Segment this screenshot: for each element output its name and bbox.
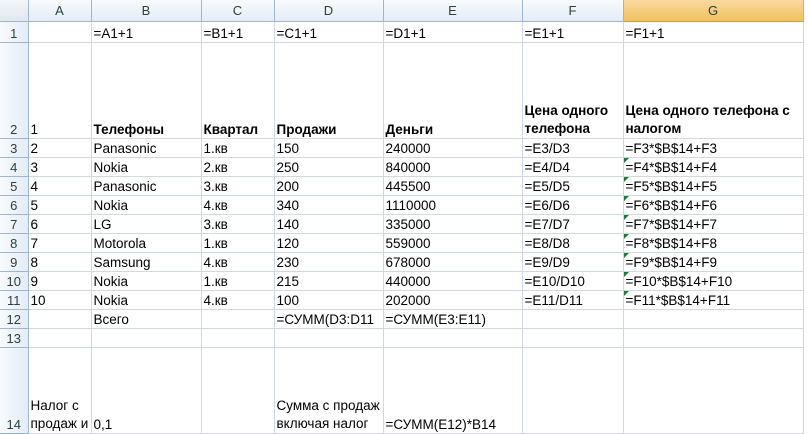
cell-e2[interactable]: Деньги: [383, 42, 522, 138]
cell-c3[interactable]: 1.кв: [201, 138, 274, 157]
cell-a14[interactable]: Налог с продаж и: [28, 347, 91, 433]
table-row: [0, 233, 803, 252]
cell-e11[interactable]: 202000: [383, 290, 522, 309]
cell-d14[interactable]: Сумма с продаж включая налог: [274, 347, 383, 433]
table-row: [0, 347, 803, 433]
cell-f2[interactable]: Цена одного телефона: [522, 42, 623, 138]
table-row: [0, 309, 803, 328]
cell-g11[interactable]: =F11*$B$14+F11: [623, 290, 803, 309]
cell-b10[interactable]: Nokia: [91, 271, 201, 290]
table-row: [0, 21, 803, 42]
cell-d9[interactable]: 230: [274, 252, 383, 271]
cell-d12[interactable]: =СУММ(D3:D11: [274, 309, 383, 328]
table-row: [0, 42, 803, 138]
cell-f10[interactable]: =E10/D10: [522, 271, 623, 290]
cell-g5[interactable]: =F5*$B$14+F5: [623, 176, 803, 195]
cell-b2[interactable]: Телефоны: [91, 42, 201, 138]
table-row: [0, 214, 803, 233]
cell-b9[interactable]: Samsung: [91, 252, 201, 271]
cell-f9[interactable]: =E9/D9: [522, 252, 623, 271]
cell-e10[interactable]: 440000: [383, 271, 522, 290]
cell-e9[interactable]: 678000: [383, 252, 522, 271]
column-header-b[interactable]: B: [91, 0, 201, 21]
cell-e8[interactable]: 559000: [383, 233, 522, 252]
table-row: [0, 157, 803, 176]
cell-g3[interactable]: =F3*$B$14+F3: [623, 138, 803, 157]
row-header-5[interactable]: 5: [0, 176, 28, 195]
cell-e3[interactable]: 240000: [383, 138, 522, 157]
cell-b12[interactable]: Всего: [91, 309, 201, 328]
column-header-g[interactable]: G: [623, 0, 803, 21]
column-header-a[interactable]: A: [28, 0, 91, 21]
cell-f13[interactable]: [522, 328, 623, 347]
row-header-13[interactable]: 13: [0, 328, 28, 347]
column-header-f[interactable]: F: [522, 0, 623, 21]
cell-f12[interactable]: [522, 309, 623, 328]
row-header-7[interactable]: 7: [0, 214, 28, 233]
row-header-12[interactable]: 12: [0, 309, 28, 328]
table-row: [0, 176, 803, 195]
row-header-9[interactable]: 9: [0, 252, 28, 271]
cell-d11[interactable]: 100: [274, 290, 383, 309]
cell-b8[interactable]: Motorola: [91, 233, 201, 252]
cell-a4[interactable]: 3: [28, 157, 91, 176]
cell-c8[interactable]: 1.кв: [201, 233, 274, 252]
cell-g9[interactable]: =F9*$B$14+F9: [623, 252, 803, 271]
cell-c5[interactable]: 3.кв: [201, 176, 274, 195]
cell-b14[interactable]: 0,1: [91, 347, 201, 433]
cell-c4[interactable]: 2.кв: [201, 157, 274, 176]
cell-b11[interactable]: Nokia: [91, 290, 201, 309]
cell-f3[interactable]: =E3/D3: [522, 138, 623, 157]
cell-d8[interactable]: 120: [274, 233, 383, 252]
cell-a12[interactable]: [28, 309, 91, 328]
cell-b13[interactable]: [91, 328, 201, 347]
cell-f8[interactable]: =E8/D8: [522, 233, 623, 252]
cell-d13[interactable]: [274, 328, 383, 347]
row-header-14[interactable]: 14: [0, 347, 28, 433]
cell-d5[interactable]: 200: [274, 176, 383, 195]
cell-c9[interactable]: 4.кв: [201, 252, 274, 271]
cell-a9[interactable]: 8: [28, 252, 91, 271]
cell-f6[interactable]: =E6/D6: [522, 195, 623, 214]
cell-f5[interactable]: =E5/D5: [522, 176, 623, 195]
table-row: [0, 195, 803, 214]
cell-e5[interactable]: 445500: [383, 176, 522, 195]
cell-a11[interactable]: 10: [28, 290, 91, 309]
cell-e1[interactable]: =D1+1: [383, 21, 522, 42]
cell-b7[interactable]: LG: [91, 214, 201, 233]
cell-g8[interactable]: =F8*$B$14+F8: [623, 233, 803, 252]
cell-c10[interactable]: 1.кв: [201, 271, 274, 290]
cell-f1[interactable]: =E1+1: [522, 21, 623, 42]
cell-d7[interactable]: 140: [274, 214, 383, 233]
cell-c11[interactable]: 4.кв: [201, 290, 274, 309]
cell-b5[interactable]: Panasonic: [91, 176, 201, 195]
table-row: [0, 290, 803, 309]
row-header-8[interactable]: 8: [0, 233, 28, 252]
cell-a6[interactable]: 5: [28, 195, 91, 214]
cell-f4[interactable]: =E4/D4: [522, 157, 623, 176]
cell-e4[interactable]: 840000: [383, 157, 522, 176]
cell-c12[interactable]: [201, 309, 274, 328]
cell-d3[interactable]: 150: [274, 138, 383, 157]
column-header-e[interactable]: E: [383, 0, 522, 21]
cell-b6[interactable]: Nokia: [91, 195, 201, 214]
column-header-d[interactable]: D: [274, 0, 383, 21]
cell-b4[interactable]: Nokia: [91, 157, 201, 176]
cell-g2[interactable]: Цена одного телефона с налогом: [623, 42, 803, 138]
cell-d4[interactable]: 250: [274, 157, 383, 176]
cell-a8[interactable]: 7: [28, 233, 91, 252]
row-header-4[interactable]: 4: [0, 157, 28, 176]
cell-b3[interactable]: Panasonic: [91, 138, 201, 157]
cell-a2[interactable]: 1: [28, 42, 91, 138]
cell-e14[interactable]: =СУММ(E12)*B14: [383, 347, 522, 433]
cell-g7[interactable]: =F7*$B$14+F7: [623, 214, 803, 233]
cell-f11[interactable]: =E11/D11: [522, 290, 623, 309]
cell-b1[interactable]: =A1+1: [91, 21, 201, 42]
row-header-2[interactable]: 2: [0, 42, 28, 138]
cell-a7[interactable]: 6: [28, 214, 91, 233]
row-header-3[interactable]: 3: [0, 138, 28, 157]
cell-d6[interactable]: 340: [274, 195, 383, 214]
cell-c6[interactable]: 4.кв: [201, 195, 274, 214]
cell-e12[interactable]: =СУММ(E3:E11): [383, 309, 522, 328]
cell-e13[interactable]: [383, 328, 522, 347]
cell-d10[interactable]: 215: [274, 271, 383, 290]
column-header-c[interactable]: C: [201, 0, 274, 21]
select-all-corner[interactable]: [0, 0, 28, 21]
row-header-1[interactable]: 1: [0, 21, 28, 42]
table-row: [0, 252, 803, 271]
cell-g6[interactable]: =F6*$B$14+F6: [623, 195, 803, 214]
cell-c14[interactable]: [201, 347, 274, 433]
cell-c13[interactable]: [201, 328, 274, 347]
cell-g13[interactable]: [623, 328, 803, 347]
cell-c1[interactable]: =B1+1: [201, 21, 274, 42]
cell-f14[interactable]: [522, 347, 623, 433]
table-row: [0, 271, 803, 290]
cell-a3[interactable]: 2: [28, 138, 91, 157]
row-header-11[interactable]: 11: [0, 290, 28, 309]
cell-e7[interactable]: 335000: [383, 214, 522, 233]
cell-a13[interactable]: [28, 328, 91, 347]
cell-g1[interactable]: =F1+1: [623, 21, 803, 42]
cell-d1[interactable]: =C1+1: [274, 21, 383, 42]
cell-e6[interactable]: 1110000: [383, 195, 522, 214]
row-header-10[interactable]: 10: [0, 271, 28, 290]
table-row: [0, 138, 803, 157]
cell-g4[interactable]: =F4*$B$14+F4: [623, 157, 803, 176]
cell-a1[interactable]: [28, 21, 91, 42]
cell-f7[interactable]: =E7/D7: [522, 214, 623, 233]
cell-g14[interactable]: [623, 347, 803, 433]
cell-g12[interactable]: [623, 309, 803, 328]
table-row: [0, 328, 803, 347]
row-header-6[interactable]: 6: [0, 195, 28, 214]
cell-d2[interactable]: Продажи: [274, 42, 383, 138]
cell-c2[interactable]: Квартал: [201, 42, 274, 138]
cell-c7[interactable]: 3.кв: [201, 214, 274, 233]
cell-a10[interactable]: 9: [28, 271, 91, 290]
cell-a5[interactable]: 4: [28, 176, 91, 195]
cell-g10[interactable]: =F10*$B$14+F10: [623, 271, 803, 290]
